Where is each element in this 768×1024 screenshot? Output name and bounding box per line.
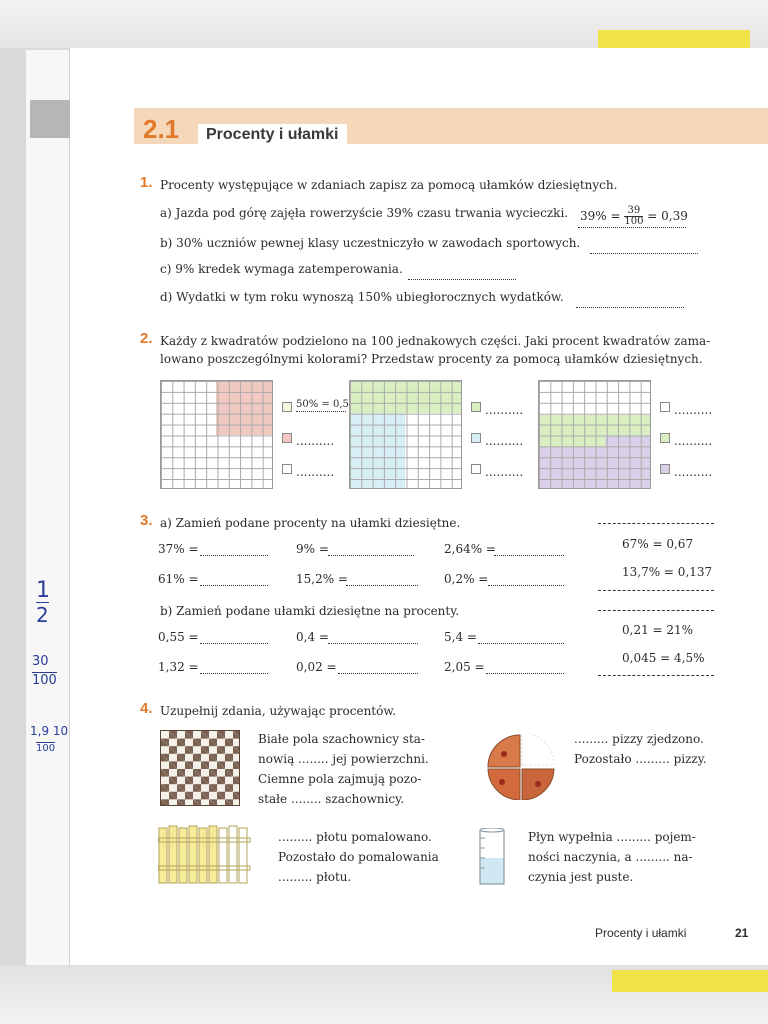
answer-line-3b-5[interactable]	[338, 664, 418, 674]
answer-line-2-example	[296, 402, 346, 412]
previous-page-edge	[26, 50, 70, 965]
exercise-3b-item-3: 5,4 =	[444, 630, 477, 644]
grid2-answer-green[interactable]: ..........	[485, 403, 524, 417]
exercise-3b-item-6: 2,05 =	[444, 660, 485, 674]
chessboard-image	[160, 730, 240, 806]
yellow-page-tab-bottom	[612, 970, 768, 992]
exercise-3-number: 3.	[140, 512, 153, 529]
exercise-3b-item-4: 1,32 =	[158, 660, 199, 674]
grid3-swatch-green	[660, 433, 670, 443]
grid3-swatch-white	[660, 402, 670, 412]
grid1-answer-white[interactable]: ..........	[296, 465, 335, 479]
exercise-3b-item-2: 0,4 =	[296, 630, 329, 644]
answer-line-1a[interactable]	[578, 218, 686, 228]
answer-line-3b-4[interactable]	[200, 664, 268, 674]
answer-line-3b-2[interactable]	[328, 634, 418, 644]
exercise-3a-example-box	[598, 523, 714, 591]
fence-line-3: ......... płotu.	[278, 870, 352, 884]
exercise-3b-item-1: 0,55 =	[158, 630, 199, 644]
grid3-swatch-purple	[660, 464, 670, 474]
yellow-page-tab	[598, 30, 750, 50]
pizza-line-1: ......... pizzy zjedzono.	[574, 732, 704, 746]
answer-line-1d[interactable]	[576, 298, 684, 308]
answer-line-3a-2[interactable]	[328, 546, 414, 556]
page-number: 21	[735, 926, 749, 940]
exercise-3b-example-1: 0,21 = 21%	[622, 623, 694, 637]
percent-grid-1	[160, 380, 273, 489]
exercise-1-prompt: Procenty występujące w zdaniach zapisz za pomocą ułamków dziesiętnych.	[160, 178, 618, 192]
margin-note-4: 100	[32, 673, 57, 688]
margin-note-1: 1	[36, 578, 50, 603]
margin-note-3: 30	[32, 654, 49, 669]
exercise-1a-text: a) Jazda pod górę zajęła rowerzyście 39% czasu trwania wycieczki.	[160, 206, 569, 220]
exercise-1-number: 1.	[140, 174, 153, 191]
fraction-denominator: 100	[624, 216, 644, 227]
grid1-answer-pink[interactable]: ..........	[296, 434, 335, 448]
grid3-answer-white[interactable]: ..........	[674, 403, 713, 417]
margin-note-5: 1,9 10	[30, 724, 69, 738]
exercise-4-number: 4.	[140, 700, 153, 717]
grid2-swatch-green	[471, 402, 481, 412]
answer-line-3b-6[interactable]	[486, 664, 564, 674]
exercise-3a-item-3: 2,64% =	[444, 542, 496, 556]
grid1-example-answer: 50% = 0,5	[296, 399, 349, 410]
margin-note-2: 2	[36, 603, 49, 627]
exercise-2-prompt-line1: Każdy z kwadratów podzielono na 100 jednakowych części. Jaki procent kwadratów zama-	[160, 334, 711, 348]
exercise-3b-prompt: b) Zamień podane ułamki dziesiętne na procenty.	[160, 604, 460, 618]
exercise-2-prompt-line2: lowano poszczególnymi kolorami? Przedstaw procenty za pomocą ułamków dziesiętnych.	[160, 352, 703, 366]
exercise-1d-text: d) Wydatki w tym roku wynoszą 150% ubiegłorocznych wydatków.	[160, 290, 564, 304]
exercise-3a-example-2: 13,7% = 0,137	[622, 565, 713, 579]
exercise-1a-answer-right: = 0,39	[647, 209, 688, 223]
exercise-1c-text: c) 9% kredek wymaga zatemperowania.	[160, 262, 403, 276]
answer-line-3a-5[interactable]	[346, 576, 418, 586]
liquid-line-2: ności naczynia, a ......... na-	[528, 850, 693, 864]
grid2-swatch-white	[471, 464, 481, 474]
answer-line-3a-3[interactable]	[494, 546, 564, 556]
exercise-3b-example-box	[598, 610, 714, 676]
exercise-4-prompt: Uzupełnij zdania, używając procentów.	[160, 704, 397, 718]
fence-line-1: ......... płotu pomalowano.	[278, 830, 432, 844]
percent-grid-2	[349, 380, 462, 489]
fence-image	[158, 822, 254, 884]
fence-line-2: Pozostało do pomalowania	[278, 850, 439, 864]
margin-note-6: 100	[36, 743, 56, 754]
pizza-image	[484, 734, 556, 800]
answer-line-1c[interactable]	[408, 270, 516, 280]
page-edge-strip	[30, 100, 70, 138]
answer-line-1b[interactable]	[590, 244, 698, 254]
exercise-3a-prompt: a) Zamień podane procenty na ułamki dziesiętne.	[160, 516, 461, 530]
liquid-line-3: czynia jest puste.	[528, 870, 634, 884]
pizza-line-2: Pozostało ......... pizzy.	[574, 752, 707, 766]
section-number: 2.1	[143, 114, 180, 144]
exercise-3a-item-1: 37% =	[158, 542, 199, 556]
chess-line-1: Białe pola szachownicy sta-	[258, 732, 425, 746]
grid2-answer-blue[interactable]: ..........	[485, 434, 524, 448]
exercise-3b-item-5: 0,02 =	[296, 660, 337, 674]
grid1-swatch-pink	[282, 433, 292, 443]
grid1-swatch-white	[282, 464, 292, 474]
grid2-answer-white[interactable]: ..........	[485, 465, 524, 479]
answer-line-3b-3[interactable]	[478, 634, 564, 644]
exercise-2-number: 2.	[140, 330, 153, 347]
exercise-3a-item-2: 9% =	[296, 542, 329, 556]
exercise-1b-text: b) 30% uczniów pewnej klasy uczestniczyło w zawodach sportowych.	[160, 236, 581, 250]
chess-line-3: Ciemne pola zajmują pozo-	[258, 772, 422, 786]
exercise-3a-item-5: 15,2% =	[296, 572, 348, 586]
answer-line-3a-6[interactable]	[488, 576, 564, 586]
exercise-3a-example-1: 67% = 0,67	[622, 537, 694, 551]
chess-line-2: nowią ........ jej powierzchni.	[258, 752, 429, 766]
percent-grid-3	[538, 380, 651, 489]
answer-line-3a-4[interactable]	[200, 576, 268, 586]
answer-line-3a-1[interactable]	[200, 546, 268, 556]
answer-line-3b-1[interactable]	[200, 634, 268, 644]
grid1-swatch-light	[282, 402, 292, 412]
exercise-1a-answer-left: 39% =	[580, 209, 621, 223]
grid2-swatch-blue	[471, 433, 481, 443]
footer-title: Procenty i ułamki	[595, 926, 687, 940]
exercise-3a-item-4: 61% =	[158, 572, 199, 586]
fraction-numerator: 39	[627, 205, 641, 216]
grid3-answer-purple[interactable]: ..........	[674, 465, 713, 479]
exercise-3a-item-6: 0,2% =	[444, 572, 489, 586]
vessel-image	[478, 828, 508, 886]
section-title: Procenty i ułamki	[198, 124, 347, 146]
liquid-line-1: Płyn wypełnia ......... pojem-	[528, 830, 696, 844]
grid3-answer-green[interactable]: ..........	[674, 434, 713, 448]
exercise-3b-example-2: 0,045 = 4,5%	[622, 651, 705, 665]
chess-line-4: stałe ........ szachownicy.	[258, 792, 405, 806]
